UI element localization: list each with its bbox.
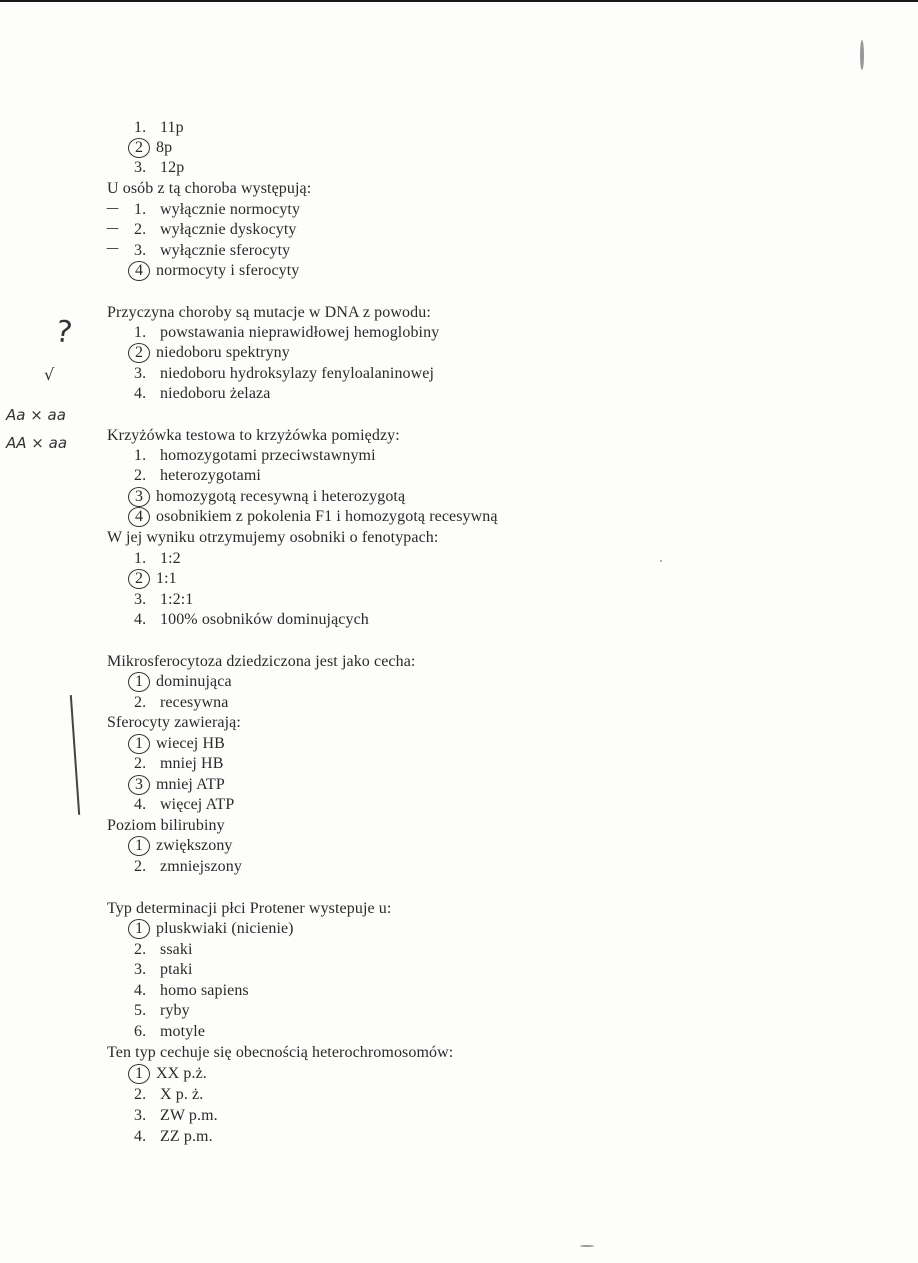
option: 4. ZZ p.m. (134, 1128, 213, 1145)
option-circled: 2 niedoboru spektryny (134, 343, 290, 363)
question: Krzyżówka testowa to krzyżówka pomiędzy: (107, 427, 400, 444)
option-circled: 2 8p (134, 138, 172, 158)
question: Poziom bilirubiny (107, 817, 225, 834)
option-circled: 4 osobnikiem z pokolenia F1 i homozygotą recesywną (134, 507, 498, 527)
option: 1. 11p (134, 119, 184, 136)
answer-circle: 2 (128, 569, 150, 589)
option-circled: 1 zwiększony (134, 836, 233, 856)
dash-mark: — (106, 221, 119, 236)
option: 3. 1:2:1 (134, 591, 194, 608)
option: 2. wyłącznie dyskocyty (134, 221, 297, 238)
dash-mark: — (106, 201, 119, 216)
option-circled: 3 homozygotą recesywną i heterozygotą (134, 487, 405, 507)
question: U osób z tą choroba występują: (107, 180, 312, 197)
question: W jej wyniku otrzymujemy osobniki o fenotypach: (107, 529, 439, 546)
question: Sferocyty zawierają: (107, 714, 241, 731)
answer-circle: 1 (128, 734, 150, 754)
option: 2. zmniejszony (134, 858, 242, 875)
option: 3. wyłącznie sferocyty (134, 242, 291, 259)
margin-vertical-line (70, 695, 80, 815)
margin-note-aa-cross-1: Aa × aa (6, 406, 66, 424)
option: 2. recesywna (134, 694, 229, 711)
option: 3. ZW p.m. (134, 1107, 218, 1124)
answer-circle: 2 (128, 343, 150, 363)
scan-speck (860, 40, 864, 70)
option: 4. homo sapiens (134, 982, 249, 999)
answer-circle: 2 (128, 138, 150, 158)
question: Przyczyna choroby są mutacje w DNA z powodu: (107, 304, 431, 321)
option: 5. ryby (134, 1002, 190, 1019)
option: 4. więcej ATP (134, 796, 235, 813)
answer-circle: 1 (128, 1064, 150, 1084)
option-circled: 1 pluskwiaki (nicienie) (134, 919, 294, 939)
option: 4. niedoboru żelaza (134, 385, 271, 402)
option: 2. X p. ż. (134, 1086, 204, 1103)
option-circled: 1 XX p.ż. (134, 1064, 207, 1084)
option: 2. mniej HB (134, 755, 224, 772)
scan-speck (580, 1245, 594, 1247)
question: Mikrosferocytoza dziedziczona jest jako cecha: (107, 653, 416, 670)
scan-edge (0, 0, 918, 2)
option-circled: 1 dominująca (134, 672, 232, 692)
option: 6. motyle (134, 1023, 206, 1040)
margin-check-mark: √ (44, 365, 55, 384)
option: 4. 100% osobników dominujących (134, 611, 369, 628)
margin-question-mark: ? (53, 314, 75, 351)
option: 1. homozygotami przeciwstawnymi (134, 447, 376, 464)
answer-circle: 3 (128, 775, 150, 795)
answer-circle: 3 (128, 487, 150, 507)
option: 3. ptaki (134, 961, 193, 978)
option: 1. 1:2 (134, 550, 181, 567)
option: 1. powstawania nieprawidłowej hemoglobiny (134, 324, 440, 341)
option: 3. niedoboru hydroksylazy fenyloalaninowej (134, 365, 435, 382)
answer-circle: 1 (128, 919, 150, 939)
answer-circle: 1 (128, 836, 150, 856)
question: Ten typ cechuje się obecnością heterochromosomów: (107, 1044, 454, 1061)
dash-mark: — (106, 241, 119, 256)
scan-speck (660, 560, 662, 562)
option: 3. 12p (134, 159, 185, 176)
option-circled: 3 mniej ATP (134, 775, 225, 795)
margin-note-aa-cross-2: AA × aa (6, 434, 68, 452)
option-circled: 2 1:1 (134, 569, 177, 589)
answer-circle: 4 (128, 261, 150, 281)
option: 2. heterozygotami (134, 467, 261, 484)
option: 2. ssaki (134, 941, 193, 958)
option: 1. wyłącznie normocyty (134, 201, 301, 218)
answer-circle: 1 (128, 672, 150, 692)
option-circled: 4 normocyty i sferocyty (134, 261, 299, 281)
answer-circle: 4 (128, 507, 150, 527)
option-circled: 1 wiecej HB (134, 734, 225, 754)
question: Typ determinacji płci Protener wystepuje u: (107, 900, 392, 917)
